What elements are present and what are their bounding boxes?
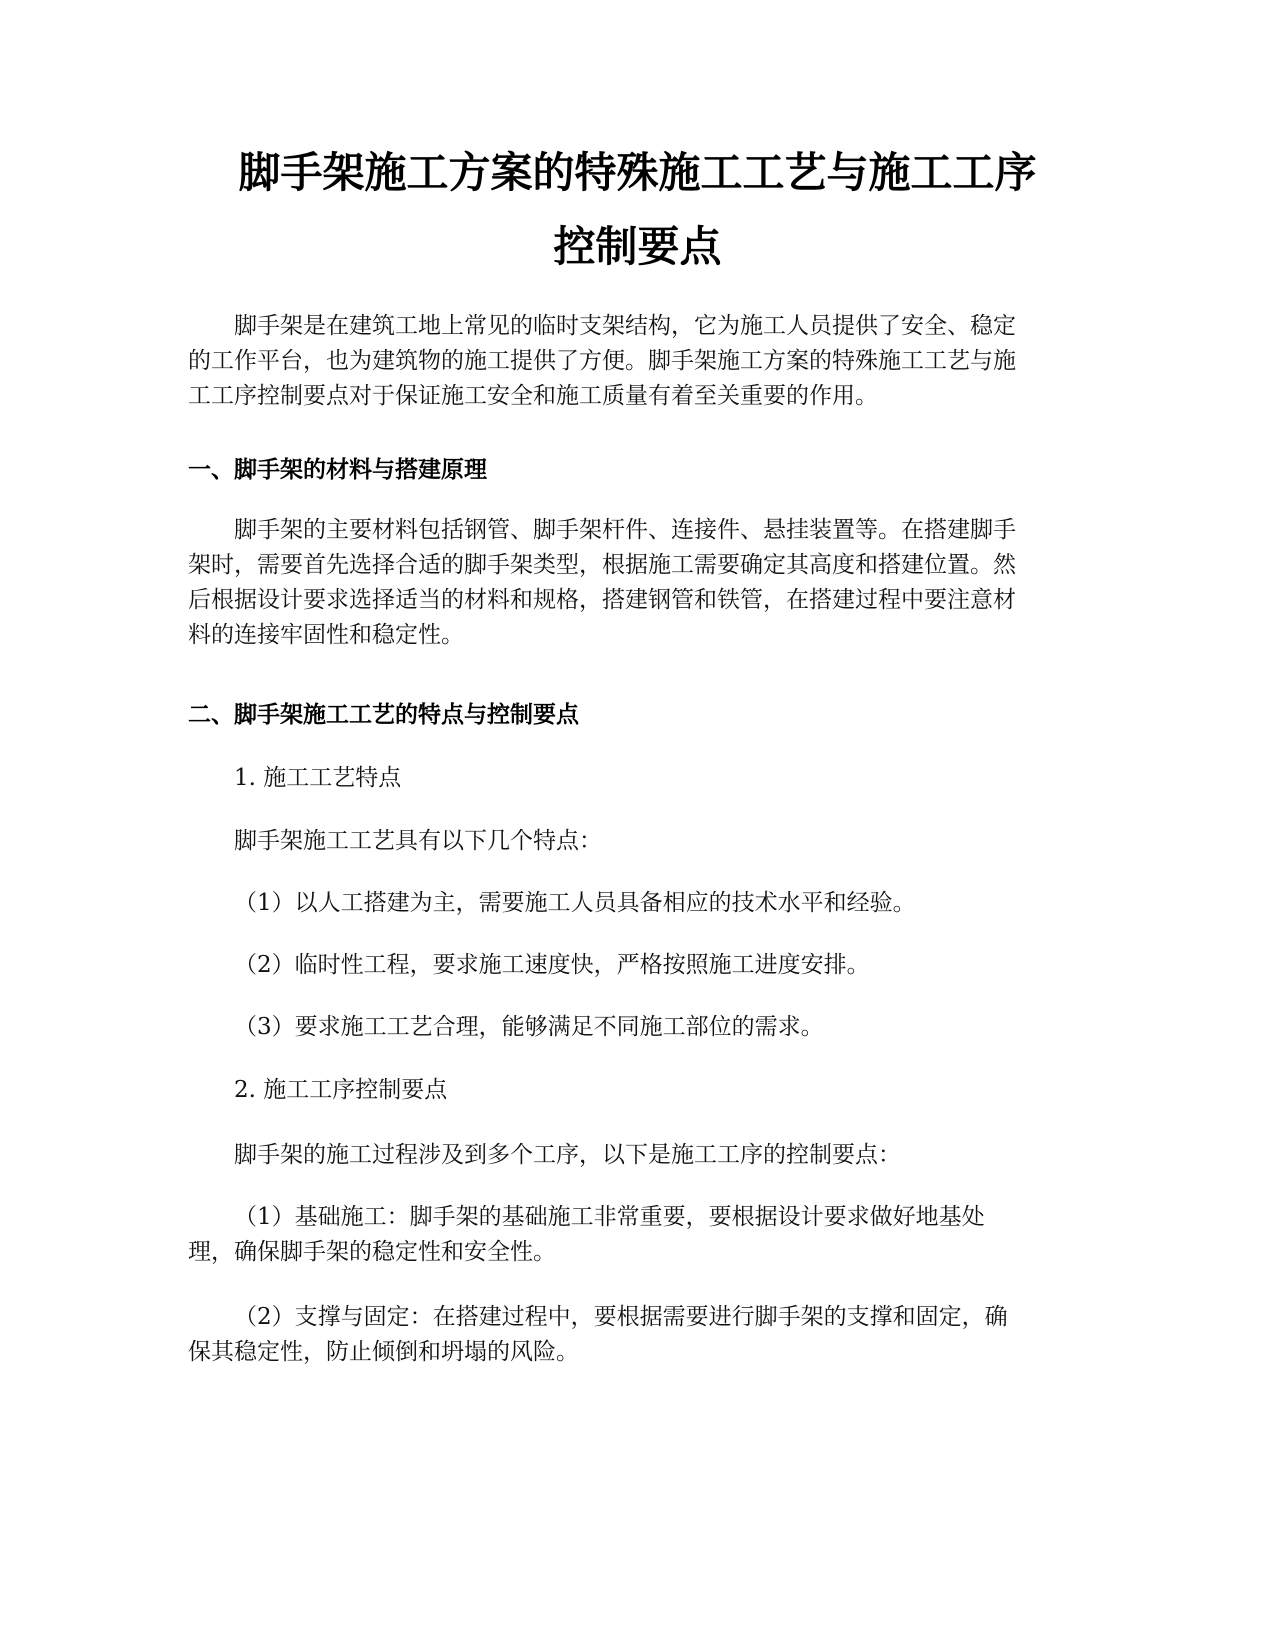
section-1-paragraph <box>188 513 1088 653</box>
intro-paragraph <box>188 309 1088 414</box>
subsection-1-heading: 1. 施工工艺特点 <box>234 765 402 791</box>
section-1-line-1: 脚手架的主要材料包括钢管、脚手架杆件、连接件、悬挂装置等。在搭建脚手 <box>234 517 1016 543</box>
subsection-2-intro: 脚手架的施工过程涉及到多个工序，以下是施工工序的控制要点： <box>234 1142 901 1168</box>
subsection-2-heading: 2. 施工工序控制要点 <box>234 1077 448 1103</box>
intro-line-1: 脚手架是在建筑工地上常见的临时支架结构，它为施工人员提供了安全、稳定 <box>234 313 1016 339</box>
subsection-1-intro: 脚手架施工工艺具有以下几个特点： <box>234 828 602 854</box>
document-title-line-2: 控制要点 <box>553 222 722 271</box>
section-1-line-3: 后根据设计要求选择适当的材料和规格，搭建钢管和铁管，在搭建过程中要注意材 <box>188 587 1016 613</box>
section-1-heading: 一、脚手架的材料与搭建原理 <box>188 457 487 483</box>
feature-item-2: （2）临时性工程，要求施工速度快，严格按照施工进度安排。 <box>234 952 870 978</box>
intro-line-3: 工工序控制要点对于保证施工安全和施工质量有着至关重要的作用。 <box>188 383 878 409</box>
section-1-line-2: 架时，需要首先选择合适的脚手架类型，根据施工需要确定其高度和搭建位置。然 <box>188 552 1016 578</box>
control-item-1-line-2: 理，确保脚手架的稳定性和安全性。 <box>188 1239 556 1265</box>
section-1-line-4: 料的连接牢固性和稳定性。 <box>188 622 464 648</box>
control-item-1-line-1: （1）基础施工：脚手架的基础施工非常重要，要根据设计要求做好地基处 <box>234 1204 985 1230</box>
intro-line-2: 的工作平台，也为建筑物的施工提供了方便。脚手架施工方案的特殊施工工艺与施 <box>188 348 1016 374</box>
feature-item-1: （1）以人工搭建为主，需要施工人员具备相应的技术水平和经验。 <box>234 890 916 916</box>
feature-item-3: （3）要求施工工艺合理，能够满足不同施工部位的需求。 <box>234 1014 824 1040</box>
control-item-2-line-1: （2）支撑与固定：在搭建过程中，要根据需要进行脚手架的支撑和固定，确 <box>234 1304 1008 1330</box>
control-item-1 <box>188 1200 1088 1270</box>
document-title-line-1: 脚手架施工方案的特殊施工工艺与施工工序 <box>238 148 1037 197</box>
control-item-2 <box>188 1300 1088 1370</box>
section-2-heading: 二、脚手架施工工艺的特点与控制要点 <box>188 702 579 728</box>
control-item-2-line-2: 保其稳定性，防止倾倒和坍塌的风险。 <box>188 1339 579 1365</box>
